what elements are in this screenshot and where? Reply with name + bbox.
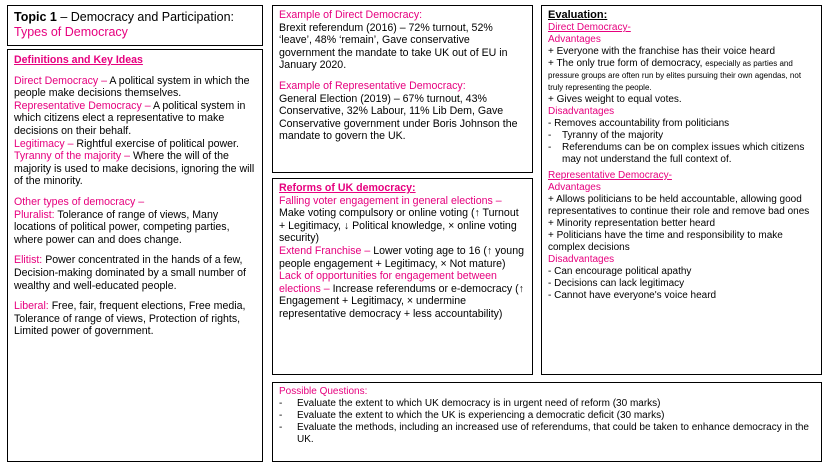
list-dash: - [548, 130, 552, 141]
reform-3 [279, 270, 526, 320]
def-pluralist [14, 209, 256, 247]
def-liberal [14, 300, 256, 338]
eval-direct-dis-3-text: Referendums can be on complex issues which citizens may not understand the full context of. [562, 142, 805, 165]
def-legitimacy [14, 138, 256, 151]
example-rep-text: General Election (2019) – 67% turnout, 43% Conservative, 32% Labour, 11% Lib Dem, Gave Conservative government under Boris Johnson the mandate to govern the UK. [279, 92, 518, 143]
eval-direct-adv-3: + Gives weight to equal votes. [548, 94, 682, 105]
reforms-box [272, 178, 533, 375]
def-elitist-text: Power concentrated in the hands of a few, Decision-making dominated by a small number of wealthy and well-educated people. [14, 254, 246, 292]
eval-direct-disadv-label: Disadvantages [548, 106, 615, 117]
def-liberal-text: Free, fair, frequent elections, Free media, Tolerance of range of views, Protection of rights, Limited power of government. [14, 300, 246, 338]
question-1-text: Evaluate the extent to which UK democracy is in urgent need of reform (30 marks) [297, 398, 661, 409]
def-legit-term: Legitimacy – [14, 137, 77, 150]
topic-prefix: Topic 1 [14, 10, 57, 24]
eval-rep-dis-3: - Cannot have everyone's voice heard [548, 290, 717, 301]
topic-title-box [7, 5, 263, 46]
definitions-heading: Definitions and Key Ideas [14, 54, 143, 66]
question-2-text: Evaluate the extent to which the UK is experiencing a democratic deficit (30 marks) [297, 410, 665, 421]
def-legit-text: Rightful exercise of political power. [76, 137, 239, 150]
list-dash: - [548, 142, 552, 153]
reform-2 [279, 245, 526, 270]
reforms-heading: Reforms of UK democracy: [279, 182, 416, 194]
list-dash: - [279, 422, 283, 433]
example-direct-heading: Example of Direct Democracy: [279, 9, 423, 21]
evaluation-heading: Evaluation: [548, 9, 608, 21]
reform-3-text: Increase referendums or e-democracy (↑ Engagement + Legitimacy, × undermine representative democracy + less accountability) [279, 282, 524, 320]
def-pluralist-term: Pluralist: [14, 208, 58, 221]
example-direct-text: Brexit referendum (2016) – 72% turnout, 52% ‘leave’, 48% ‘remain’, Gave conservative government the mandate to take UK out of EU in January 2020. [279, 21, 508, 72]
examples-box [272, 5, 533, 173]
evaluation-box [541, 5, 822, 375]
topic-subtitle: Types of Democracy [14, 25, 128, 39]
definitions-box [7, 49, 263, 462]
questions-box [272, 382, 822, 462]
eval-rep-heading: Representative Democracy- [548, 170, 672, 181]
topic-title-rest: – Democracy and Participation: [56, 10, 235, 24]
eval-direct-adv-2a: + The only true form of democracy, [548, 58, 706, 69]
reform-1-title: Falling voter engagement in general elections – [279, 194, 502, 207]
question-1 [279, 398, 815, 410]
topic-title [14, 10, 256, 25]
def-rep-term: Representative Democracy – [14, 99, 153, 112]
eval-direct-adv-2b: especially as parties and pressure groups are often run by elites pursuing their own agendas, not truly representing the people. [548, 59, 802, 92]
eval-direct-dis-2 [548, 130, 815, 142]
def-direct-term: Direct Democracy – [14, 74, 110, 87]
list-dash: - [279, 398, 283, 409]
eval-rep-disadv-label: Disadvantages [548, 254, 615, 265]
eval-direct-adv-1: + Everyone with the franchise has their voice heard [548, 46, 776, 57]
example-rep-heading: Example of Representative Democracy: [279, 79, 466, 92]
def-elitist [14, 254, 256, 292]
list-dash: - [279, 410, 283, 421]
eval-direct-heading: Direct Democracy- [548, 22, 631, 33]
reform-2-title: Extend Franchise – [279, 244, 374, 257]
def-pluralist-text: Tolerance of range of views, Many locations of political power, competing parties, where power can and does change. [14, 208, 230, 246]
eval-rep-adv-3: + Politicians have the time and responsibility to make complex decisions [548, 230, 783, 253]
def-direct-text: A political system in which the people make decisions themselves. [14, 74, 250, 100]
def-elitist-term: Elitist: [14, 254, 46, 267]
def-tyranny [14, 150, 256, 188]
question-2 [279, 410, 815, 422]
eval-direct-dis-3 [548, 142, 815, 166]
eval-rep-dis-1: - Can encourage political apathy [548, 266, 692, 277]
eval-direct-dis-1: - Removes accountability from politicians [548, 118, 730, 129]
eval-rep-adv-2: + Minority representation better heard [548, 218, 716, 229]
eval-direct-adv-label: Advantages [548, 34, 601, 45]
eval-rep-adv-label: Advantages [548, 182, 601, 193]
eval-rep-dis-2: - Decisions can lack legitimacy [548, 278, 685, 289]
questions-heading: Possible Questions: [279, 386, 368, 397]
question-3 [279, 422, 815, 446]
reform-3-title: Lack of opportunities for engagement between elections – [279, 270, 497, 295]
def-tyranny-text: Where the will of the majority is used to make decisions, ignoring the will of the minority. [14, 150, 255, 188]
reform-1-text: Make voting compulsory or online voting (↑ Turnout + Legitimacy, ↓ Political knowledge, × online voting security) [279, 207, 519, 245]
eval-rep-adv-1: + Allows politicians to be held accountable, allowing good representatives to continue their role and remove bad ones [548, 194, 810, 217]
eval-direct-adv-2 [548, 58, 815, 94]
def-representative-democracy [14, 100, 256, 138]
def-direct-democracy [14, 75, 256, 100]
question-3-text: Evaluate the methods, including an increased use of referendums, that could be taken to enhance democracy in the UK. [297, 422, 809, 445]
def-tyranny-term: Tyranny of the majority – [14, 150, 133, 163]
eval-direct-dis-2-text: Tyranny of the majority [562, 130, 664, 141]
def-rep-text: A political system in which citizens elect a representative to make decisions on their behalf. [14, 99, 246, 137]
reform-2-text: Lower voting age to 16 (↑ young people engagement + Legitimacy, × Not mature) [279, 244, 524, 270]
def-liberal-term: Liberal: [14, 300, 52, 313]
other-types-heading: Other types of democracy – [14, 195, 145, 208]
